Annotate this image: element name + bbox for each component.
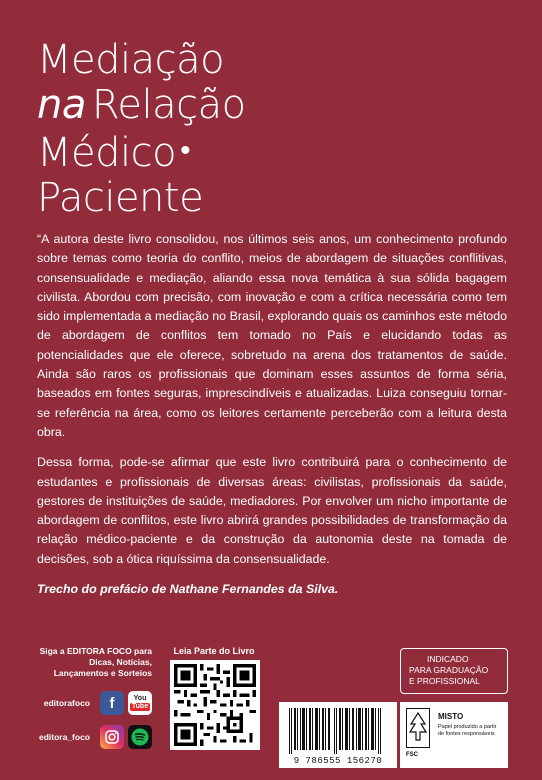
audience-badge-line-3: E PROFISSIONAL [409, 676, 480, 686]
social-row-1 [37, 688, 152, 718]
title-italic-word: na [37, 82, 86, 128]
isbn-barcode [279, 702, 397, 768]
back-cover-blurb [37, 230, 507, 610]
blurb-paragraph-2: Dessa forma, pode-se afirmar que este livro contribuirá para o conhecimento de estudantes e profissionais de diversas áreas: civilistas, profissionais da saúde, gestores de instituições de saúde, mediadores. Por envolver um nicho importante de abordagem de conflitos, este livro abrirá grandes possibilidades de transformação da relação médico-paciente e da construção da autonomia deste na tomada de decisões, sob a ótica riquíssima da consensualidade. [37, 455, 507, 566]
fsc-tree-icon [406, 708, 430, 748]
audience-badge [400, 648, 508, 694]
social-links [37, 688, 152, 756]
instagram-glyph [104, 729, 120, 745]
fsc-misto-label: MISTO [438, 712, 464, 721]
spotify-icon[interactable] [128, 725, 152, 749]
follow-publisher-text: Siga a EDITORA FOCO para Dicas, Notícias, Lançamentos e Sorteios [39, 646, 152, 678]
instagram-icon[interactable] [100, 725, 124, 749]
fsc-label: FSC [406, 752, 418, 758]
qr-code[interactable] [170, 660, 260, 750]
title-line-4: Paciente [37, 175, 204, 221]
title-line-1: Mediação [37, 37, 225, 83]
youtube-icon[interactable] [128, 691, 152, 715]
social-handle-1: editorafoco [43, 698, 90, 708]
audience-badge-line-1: INDICADO [427, 654, 469, 664]
title-line-3-word: Médico [37, 130, 177, 176]
spotify-glyph [131, 728, 149, 746]
fsc-certification [400, 702, 508, 768]
isbn-number: 9 786555 156270 [293, 756, 383, 766]
blurb-paragraph-1: “A autora deste livro consolidou, nos últimos seis anos, um conhecimento profundo sobre temas como teoria do conflito, meios de abordagem de situações conflitivas, consensualidade e mediação, aliando essa nova temática à sua sólida bagagem civilista. Abordou com precisão, com inovação e com a crítica necessária como tem sido implementada a mediação no Brasil, explorando quais os caminhos este método de abordagem de conflitos tem tomado no País e elucidando todas as potencialidades que ele oferece, sobretudo na arena dos tratamentos de saúde. Ainda são raros os profissionais que dominam esses assuntos de forma séria, baseados em fontes seguras, imprescindíveis e atualizadas. Luiza conseguiu tornar-se referência na área, como os leitores certamente perceberão com a leitura desta obra. [37, 232, 507, 439]
barcode-bars [279, 702, 397, 754]
preface-credit: Trecho do prefácio de Nathane Fernandes da Silva. [37, 582, 339, 597]
title-bullet: • [180, 133, 191, 168]
youtube-you-text: You [133, 695, 147, 702]
facebook-glyph: f [109, 694, 115, 712]
audience-badge-line-2: PARA GRADUAÇÃO [409, 665, 489, 675]
book-title [37, 38, 246, 221]
title-line-3 [37, 128, 246, 176]
title-line-2 [37, 83, 246, 128]
youtube-tube-text: Tube [131, 703, 149, 710]
qr-code-graphic [174, 664, 256, 746]
fsc-description: Papel produzido a partir de fontes responsáveis [438, 724, 497, 737]
qr-caption: Leia Parte do Livro [173, 646, 255, 656]
facebook-icon[interactable] [100, 691, 124, 715]
social-row-2 [37, 722, 152, 752]
title-line-2-rest: Relação [91, 82, 246, 128]
social-handle-2: editora_foco [38, 732, 90, 742]
